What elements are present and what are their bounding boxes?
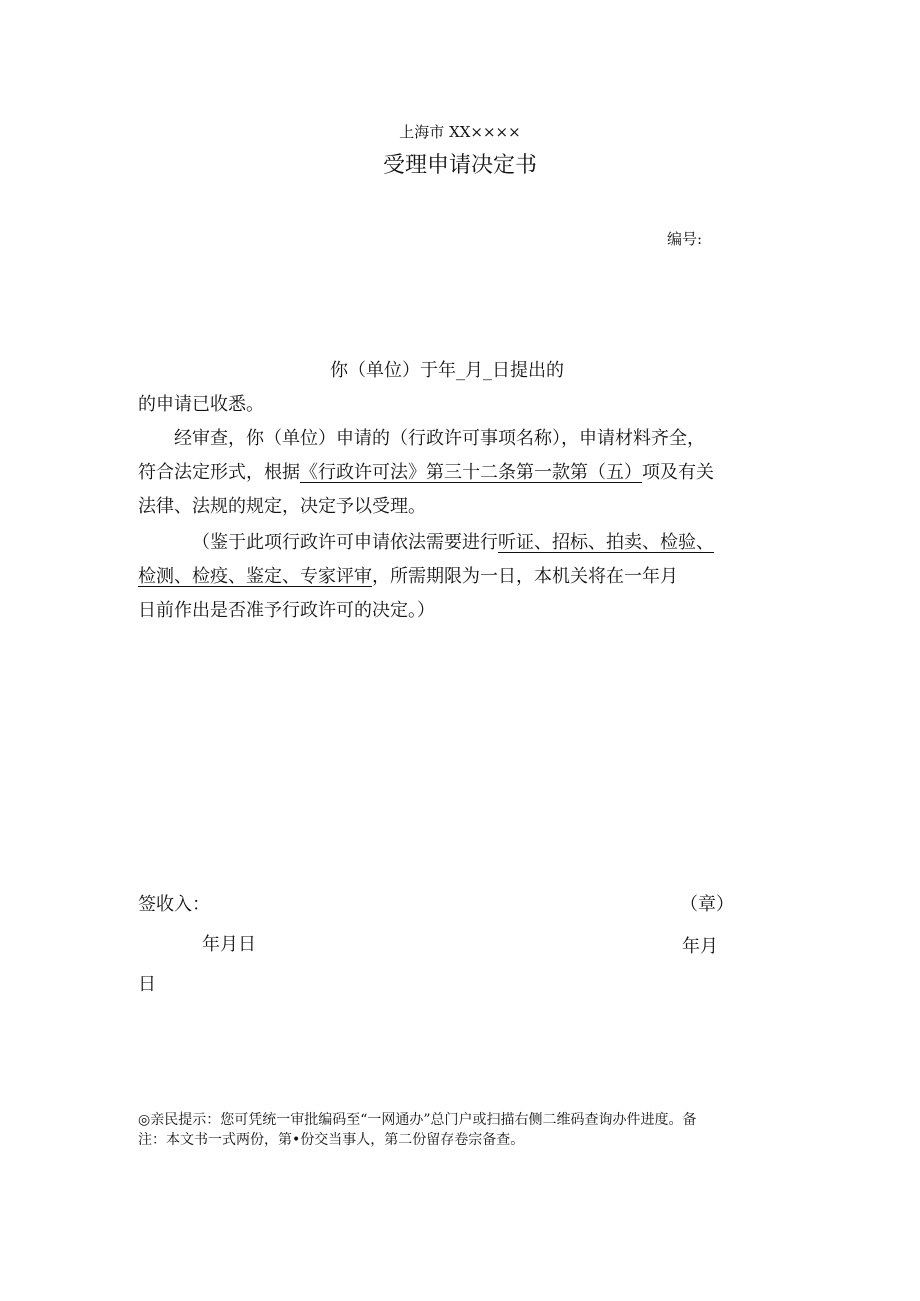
- seal-mark: （章）: [680, 894, 734, 915]
- procedure-list-part-1: 听证、招标、拍卖、检验、: [498, 532, 714, 553]
- body-line-4-tail: 项及有关: [642, 462, 714, 483]
- issuer-date-day: 日: [138, 974, 156, 995]
- body-line-4: [138, 460, 714, 486]
- issuer-date: 年月: [682, 936, 718, 957]
- issuing-authority: 上海市 XX××××: [399, 123, 521, 141]
- body-line-5: 法律、法规的规定，决定予以受理。: [138, 496, 426, 517]
- body-line-6: [192, 530, 714, 556]
- body-line-6-lead: （鉴于此项行政许可申请依法需要进行: [192, 532, 498, 553]
- footer-note-line-2: 注：本文书一式两份，第•份交当事人，第二份留存卷宗备查。: [138, 1132, 525, 1148]
- body-line-1: 你（单位）于年_月_日提出的: [330, 360, 564, 381]
- receiver-label: 签收入：: [138, 894, 210, 915]
- document-number-label: 编号:: [667, 230, 703, 248]
- body-line-4-lead: 符合法定形式，根据: [138, 462, 300, 483]
- footer-note-line-1: ◎亲民提示：您可凭统一审批编码至“一网通办”总门户或扫描右侧二维码查询办件进度。备: [138, 1112, 697, 1128]
- body-line-7: [138, 564, 678, 590]
- document-title: 受理申请决定书: [382, 153, 537, 178]
- body-line-3: 经审查，你（单位）申请的（行政许可事项名称），申请材料齐全，: [174, 428, 705, 449]
- body-line-8: 日前作出是否准予行政许可的决定。）: [138, 600, 435, 621]
- body-line-2: 的申请已收悉。: [138, 394, 264, 415]
- receiver-date: 年月日: [202, 934, 256, 955]
- body-line-7-tail: ，所需期限为一日，本机关将在一年月: [372, 566, 678, 587]
- procedure-list-part-2: 检测、检疫、鉴定、专家评审: [138, 566, 372, 587]
- law-citation: 《行政许可法》第三十二条第一款第（五）: [300, 462, 642, 483]
